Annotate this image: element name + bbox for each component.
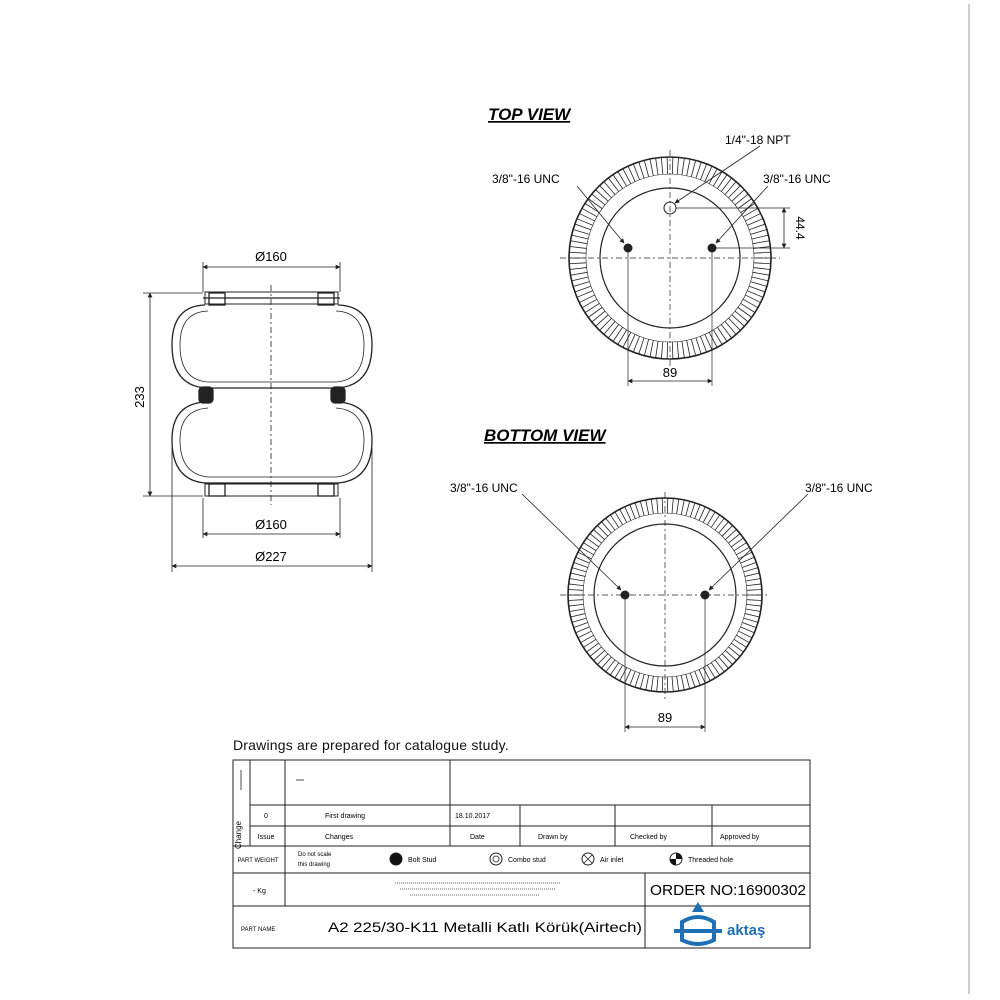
rim-hatch-line: [568, 589, 583, 590]
rim-hatch-line: [570, 268, 587, 270]
rim-hatch-line: [705, 334, 712, 349]
rim-hatch-line: [570, 272, 587, 275]
rim-hatch-line: [754, 252, 771, 253]
rim-hatch-line: [696, 338, 701, 354]
scale-note-line1: Do not scale: [298, 852, 332, 858]
top-offset-dim: 44.4: [793, 216, 807, 240]
rim-hatch-line: [681, 675, 684, 690]
rim-hatch-line: [677, 676, 679, 691]
rim-hatch-line: [596, 315, 609, 326]
legend-air-inlet: Air inlet: [600, 857, 624, 864]
rim-hatch-line: [575, 286, 591, 292]
rev-issue: 0: [264, 813, 268, 820]
rim-hatch-line: [742, 623, 756, 628]
rim-hatch-line: [657, 498, 658, 513]
rim-hatch-line: [745, 573, 760, 576]
rim-hatch-line: [628, 166, 635, 181]
rim-hatch-line: [741, 557, 755, 563]
hdr-checked-by: Checked by: [630, 834, 667, 841]
rim-hatch-line: [725, 182, 736, 195]
side-bottom-diameter: Ø160: [255, 517, 287, 532]
rim-hatch-line: [747, 219, 763, 226]
rim-hatch-line: [746, 584, 761, 586]
scale-note-line2: this drawing: [298, 862, 331, 868]
rim-hatch-line: [699, 507, 705, 521]
rim-hatch-line: [736, 547, 749, 554]
rim-hatch-line: [635, 503, 640, 517]
hdr-issue: Issue: [257, 834, 275, 841]
rim-hatch-line: [574, 562, 588, 567]
rim-hatch-line: [604, 321, 615, 334]
rim-hatch-line: [569, 578, 584, 581]
rim-hatch-line: [751, 282, 767, 287]
rim-hatch-line: [695, 505, 700, 519]
part-weight-label: PART WEIGHT: [237, 858, 279, 864]
rim-hatch-line: [752, 277, 769, 281]
rim-hatch-line: [661, 342, 662, 359]
rim-hatch-line: [746, 604, 761, 606]
rim-hatch-line: [687, 340, 690, 357]
side-height: 233: [132, 386, 147, 408]
rim-hatch-line: [732, 315, 745, 326]
rim-hatch-line: [656, 341, 658, 358]
rim-hatch-line: [620, 509, 627, 522]
rim-hatch-line: [633, 336, 639, 352]
rim-hatch-line: [753, 272, 770, 275]
rim-hatch-line: [600, 318, 612, 330]
rim-hatch-line: [630, 671, 635, 685]
top-right-thread-label: 3/8"-16 UNC: [763, 172, 831, 186]
rim-hatch-line: [690, 673, 695, 687]
rim-hatch-line: [651, 499, 653, 514]
hdr-changes: Changes: [325, 834, 354, 841]
rim-hatch-line: [581, 547, 594, 554]
rim-hatch-line: [657, 677, 658, 692]
rim-hatch-line: [570, 246, 587, 248]
rim-hatch-line: [573, 282, 589, 287]
rim-hatch-line: [687, 159, 690, 176]
hdr-approved-by: Approved by: [720, 834, 760, 841]
rim-hatch-line: [746, 609, 761, 612]
aktas-logo: [674, 902, 765, 944]
rev-date: 18.10.2017: [455, 813, 491, 820]
rim-hatch-line: [753, 241, 770, 244]
rim-hatch-line: [747, 589, 762, 590]
rim-hatch-line: [696, 162, 701, 178]
top-left-thread-label: 3/8"-16 UNC: [492, 172, 560, 186]
rim-hatch-line: [747, 291, 763, 298]
rim-hatch-line: [700, 336, 706, 352]
rim-hatch-line: [681, 500, 684, 515]
logo-mark: [692, 902, 704, 912]
change-column-label: Change: [234, 820, 243, 850]
rim-hatch-line: [573, 230, 589, 235]
rim-hatch-line: [569, 604, 584, 606]
rim-hatch-line: [749, 286, 765, 292]
rim-hatch-line: [576, 627, 590, 633]
rim-hatch-line: [578, 631, 591, 638]
rim-hatch-line: [729, 318, 741, 330]
bottom-right-thread-label: 3/8"-16 UNC: [805, 481, 873, 495]
rim-hatch-line: [569, 263, 586, 264]
rim-hatch-line: [639, 162, 644, 178]
rim-hatch-line: [691, 339, 695, 355]
rim-hatch-line: [725, 321, 736, 334]
part-name: A2 225/30-K11 Metalli Katlı Körük(Airtech): [328, 919, 642, 935]
rim-hatch-line: [620, 668, 627, 681]
rim-hatch-line: [646, 500, 649, 515]
rim-hatch-line: [600, 186, 612, 198]
weight-value: - Kg: [253, 888, 266, 895]
rim-hatch-line: [578, 552, 591, 559]
top-npt-label: 1/4"-18 NPT: [725, 133, 791, 147]
rim-hatch-line: [577, 291, 593, 298]
rim-hatch-line: [635, 673, 640, 687]
rim-hatch-line: [672, 498, 673, 513]
rim-hatch-line: [650, 159, 653, 176]
rim-hatch-line: [650, 340, 653, 357]
top-spacing-dim: 89: [662, 365, 678, 380]
rim-hatch-line: [576, 557, 590, 563]
rim-hatch-line: [625, 670, 631, 684]
rim-hatch-line: [732, 190, 745, 201]
rim-hatch-line: [747, 600, 762, 601]
legend-combo-stud: Combo stud: [508, 857, 546, 864]
rim-hatch-line: [752, 235, 769, 239]
rim-hatch-line: [751, 230, 767, 235]
rim-hatch-line: [691, 160, 695, 176]
rim-hatch-line: [744, 618, 758, 622]
rim-hatch-line: [700, 164, 706, 180]
rim-hatch-line: [656, 158, 658, 175]
rim-hatch-line: [570, 241, 587, 244]
rim-hatch-line: [739, 552, 752, 559]
rim-hatch-line: [753, 268, 770, 270]
rim-hatch-line: [703, 509, 710, 522]
rim-hatch-line: [569, 609, 584, 612]
rim-hatch-line: [695, 671, 700, 685]
rim-hatch-line: [625, 507, 631, 521]
rim-hatch-line: [581, 635, 594, 642]
rim-hatch-line: [690, 503, 695, 517]
rim-hatch-line: [592, 311, 605, 322]
hdr-drawn-by: Drawn by: [538, 834, 568, 841]
order-number: ORDER NO:16900302: [650, 882, 806, 899]
rim-hatch-line: [741, 627, 755, 633]
rim-hatch-line: [644, 339, 648, 355]
rim-hatch-line: [568, 600, 583, 601]
bottom-spacing-dim: 89: [657, 710, 673, 725]
rim-hatch-line: [703, 668, 710, 681]
rim-hatch-line: [572, 277, 589, 281]
rim-hatch-line: [745, 614, 760, 617]
rim-hatch-line: [744, 568, 758, 572]
rim-hatch-line: [749, 224, 765, 230]
rim-hatch-line: [572, 618, 586, 622]
rim-hatch-line: [575, 224, 591, 230]
rim-hatch-line: [640, 501, 644, 516]
rim-hatch-line: [639, 338, 644, 354]
rim-hatch-line: [677, 499, 679, 514]
rim-hatch-line: [746, 578, 761, 581]
rim-hatch-line: [633, 164, 639, 180]
side-outer-diameter: Ø227: [255, 549, 287, 564]
rim-hatch-line: [686, 501, 690, 516]
rim-hatch-line: [640, 674, 644, 689]
rim-hatch-line: [672, 677, 673, 692]
bottom-left-thread-label: 3/8"-16 UNC: [450, 481, 518, 495]
rim-hatch-line: [571, 614, 586, 617]
rim-hatch-line: [661, 157, 662, 174]
rim-hatch-line: [735, 311, 748, 322]
rim-hatch-line: [699, 670, 705, 684]
rim-hatch-line: [596, 190, 609, 201]
rim-hatch-line: [754, 263, 771, 264]
rim-hatch-line: [571, 573, 586, 576]
part-name-label: PART NAME: [241, 927, 276, 933]
rim-hatch-line: [577, 219, 593, 226]
drawing-note: Drawings are prepared for catalogue study.: [233, 737, 509, 753]
top-view: [560, 146, 790, 386]
rim-hatch-line: [604, 182, 615, 195]
rim-hatch-line: [739, 631, 752, 638]
rim-hatch-line: [574, 623, 588, 628]
rim-hatch-line: [569, 584, 584, 586]
bottom-view: [522, 492, 808, 732]
rim-hatch-line: [630, 505, 635, 519]
rim-hatch-line: [572, 568, 586, 572]
rim-hatch-line: [569, 252, 586, 253]
rim-hatch-line: [677, 342, 678, 359]
top-view-title: TOP VIEW: [488, 105, 571, 124]
bottom-view-title: BOTTOM VIEW: [484, 426, 606, 445]
rim-hatch-line: [628, 334, 635, 349]
rim-hatch-line: [644, 160, 648, 176]
hdr-date: Date: [470, 834, 485, 841]
rim-hatch-line: [651, 676, 653, 691]
rim-hatch-line: [729, 186, 741, 198]
rev-change: First drawing: [325, 813, 366, 820]
rim-hatch-line: [572, 235, 589, 239]
rim-hatch-line: [686, 674, 690, 689]
rim-hatch-line: [646, 675, 649, 690]
rim-hatch-line: [592, 194, 605, 205]
side-top-diameter: Ø160: [255, 249, 287, 264]
rim-hatch-line: [682, 341, 684, 358]
rim-hatch-line: [677, 157, 678, 174]
rim-hatch-line: [736, 635, 749, 642]
legend-threaded-hole: Threaded hole: [688, 857, 734, 864]
rim-hatch-line: [742, 562, 756, 567]
brand-name: aktaş: [727, 922, 766, 939]
rim-hatch-line: [682, 158, 684, 175]
rim-hatch-line: [735, 194, 748, 205]
legend-bolt-stud: Bolt Stud: [408, 857, 437, 864]
